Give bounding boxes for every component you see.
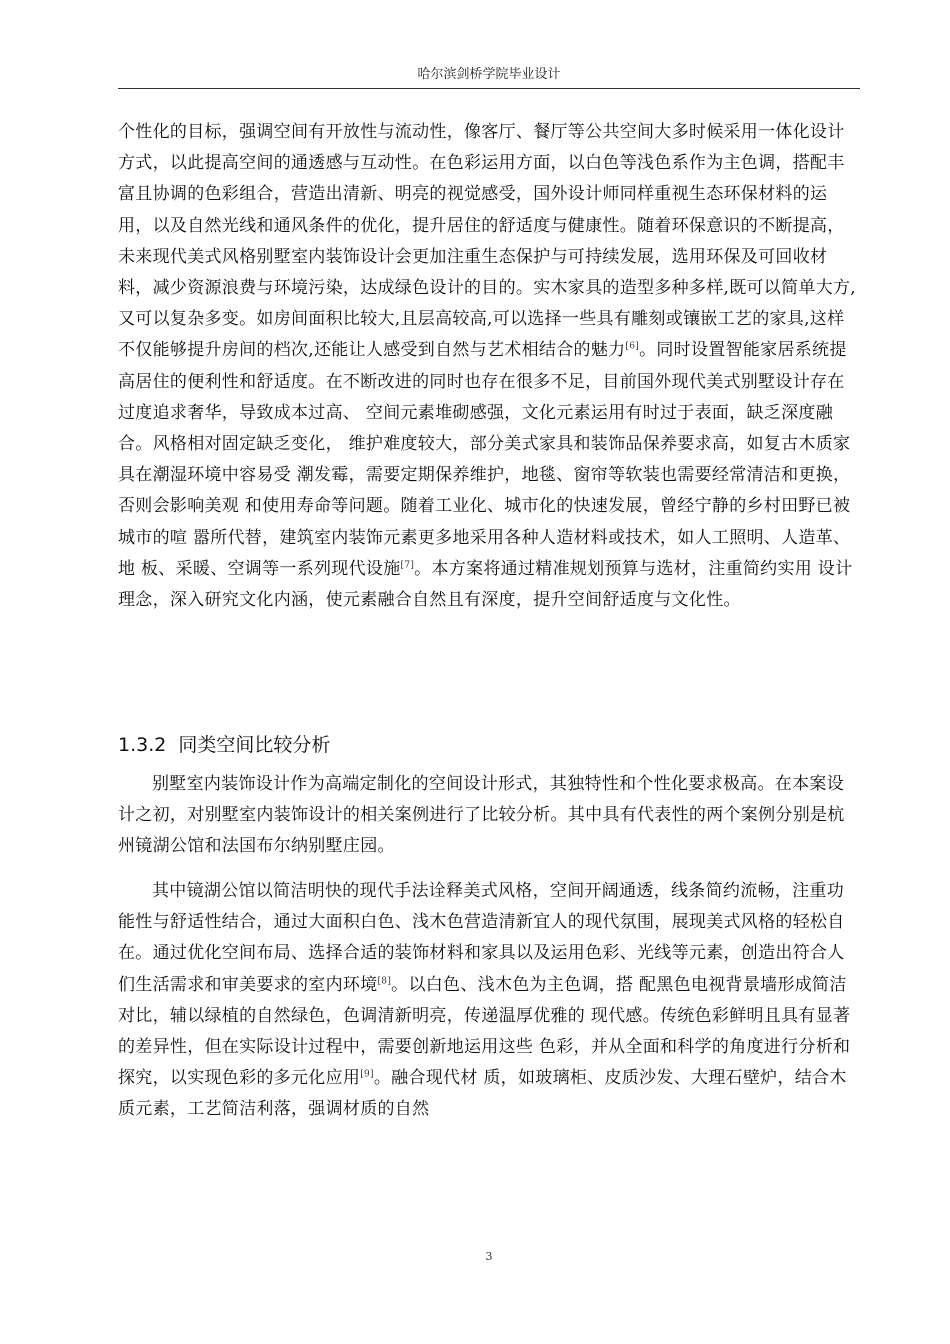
section-title: 同类空间比较分析: [178, 734, 331, 756]
paragraph-text: 。以白色、浅木色为主色调，搭 配黑色电视背景墙形成简洁对比，辅以绿植的自然绿色，色调清新明亮，传递温厚优雅的 现代感。传统色彩鲜明且具有显著的差异性，但在实际设计过程中，需要创新地运用这些 色彩，并从全面和科学的角度进行分析和探究，以实现色彩的多元化应用: [118, 974, 851, 1089]
citation: [9]: [360, 1069, 374, 1080]
section-heading: [118, 731, 860, 759]
citation: [6]: [625, 341, 640, 352]
paragraph-text: 。融合现代材 质，如玻璃柜、皮质沙发、大理石壁炉，结合木质元素，工艺简洁利落，强调材质的自然: [118, 1068, 847, 1120]
paragraph-text: 个性化的目标，强调空间有开放性与流动性，像客厅、餐厅等公共空间大多时候采用一体化设计方式，以此提高空间的通透感与互动性。在色彩运用方面，以白色等浅色系作为主色调，搭配丰富且协调的色彩组合，营造出清新、明亮的视觉感受，国外设计师同样重视生态环保材料的运用，以及自然光线和通风条件的优化，提升居住的舒适度与健康性。随着环保意识的不断提高，未来现代美式风格别墅室内装饰设计会更加注重生态保护与可持续发展，选用环保及可回收材料，减少资源浪费与环境污染，达成绿色设计的目的。实木家具的造型多种多样,既可以简单大方,又可以复杂多变。如房间面积比较大,且层高较高,可以选择一些具有雕刻或镶嵌工艺的家具,这样不仅能够提升房间的档次,还能让人感受到自然与艺术相结合的魅力: [118, 122, 857, 361]
header-rule: [118, 88, 860, 89]
page-header: 哈尔滨剑桥学院毕业设计: [417, 67, 561, 82]
section-number: 1.3.2: [118, 734, 167, 756]
page-number: 3: [485, 1250, 493, 1263]
paragraph-text: 别墅室内装饰设计作为高端定制化的空间设计形式，其独特性和个性化要求极高。在本案设计之初，对别墅室内装饰设计的相关案例进行了比较分析。其中具有代表性的两个案例分别是杭州镜湖公馆和法国布尔纳别墅庄园。: [118, 774, 845, 857]
citation: [8]: [377, 975, 392, 986]
paragraph-intro: [118, 769, 860, 863]
paragraph-case-analysis: [118, 876, 860, 1126]
paragraph-text: 。同时设置智能家居系统提高居住的便利性和舒适度。在不断改进的同时也存在很多不足，目前国外现代美式别墅设计存在过度追求奢华，导致成本过高、 空间元素堆砌感强，文化元素运用有时过于表面，缺乏深度融合。风格相对固定缺乏变化， 维护难度较大，部分美式家具和装饰品保养要求高，如复古木质家具在潮湿环境中容易受 潮发霉，需要定期保养维护，地毯、窗帘等软装也需要经常清洁和更换，否则会影响美观 和使用寿命等问题。随着工业化、城市化的快速发展，曾经宁静的乡村田野已被城市的喧 嚣所代替，建筑室内装饰元素更多地采用各种人造材料或技术，如人工照明、人造革、地 板、采暖、空调等一系列现代设施: [118, 340, 851, 579]
paragraph-text: 。本方案将通过精准规划预算与选材，注重简约实用 设计理念，深入研究文化内涵，使元素融合自然且有深度，提升空间舒适度与文化性。: [118, 558, 853, 611]
paragraph-continued: [118, 117, 860, 616]
paragraph-text: 其中镜湖公馆以简洁明快的现代手法诠释美式风格，空间开阔通透，线条简约流畅，注重功能性与舒适性结合，通过大面积白色、浅木色营造清新宜人的现代氛围，展现美式风格的轻松自在。通过优化空间布局、选择合适的装饰材料和家具以及运用色彩、光线等元素，创造出符合人们生活需求和审美要求的室内环境: [118, 881, 845, 995]
citation: [7]: [400, 560, 415, 571]
